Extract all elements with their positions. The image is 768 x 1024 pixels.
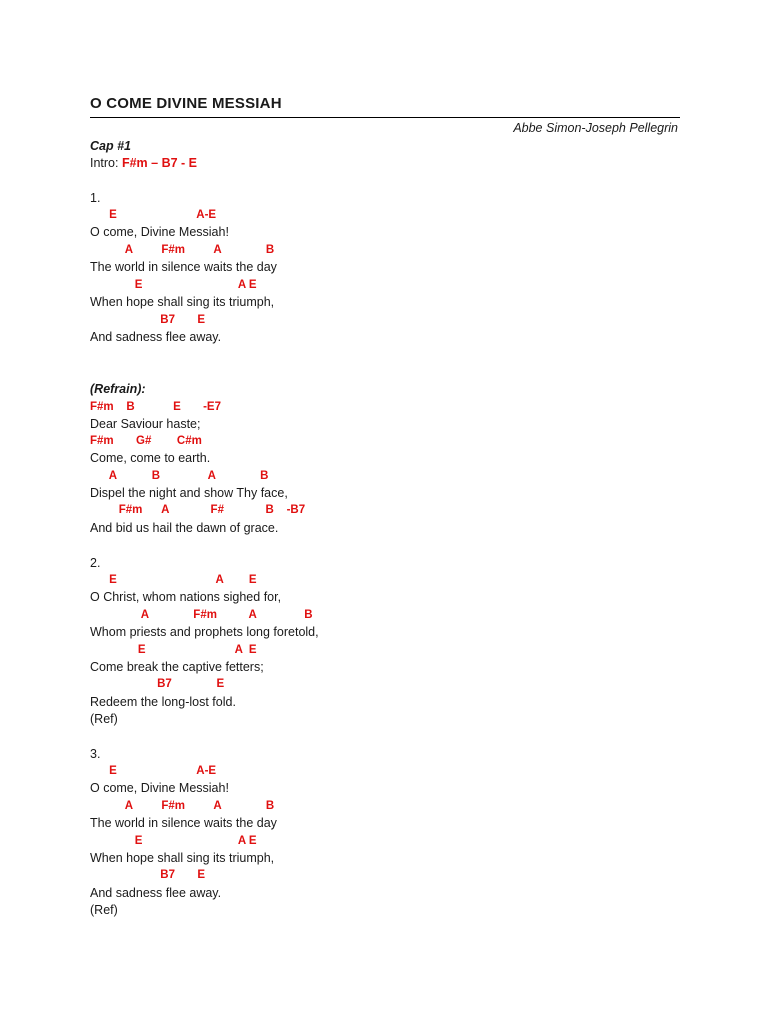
verse-2-chord-line: E A E xyxy=(90,574,257,586)
verse-3-lyric-line: O come, Divine Messiah! xyxy=(90,781,229,795)
verse-3-refrain-ref: (Ref) xyxy=(90,903,118,917)
verse-3-lyric-line: When hope shall sing its triumph, xyxy=(90,851,275,865)
intro-label: Intro: xyxy=(90,156,122,170)
verse-3-lyric-line: The world in silence waits the day xyxy=(90,816,277,830)
refrain-lyric-line: Dear Saviour haste; xyxy=(90,417,201,431)
intro-line xyxy=(90,156,197,171)
capo-label: Cap #1 xyxy=(90,139,131,153)
refrain-chord-line: F#m G# C#m xyxy=(90,435,202,447)
verse-2-refrain-ref: (Ref) xyxy=(90,712,118,726)
verse-1-lyric-line: And sadness flee away. xyxy=(90,330,222,344)
verse-3-chord-line: A F#m A B xyxy=(90,800,275,812)
verse-3-number: 3. xyxy=(90,747,101,761)
author: Abbe Simon-Joseph Pellegrin xyxy=(513,121,678,135)
verse-3-chord-line: B7 E xyxy=(90,869,206,881)
refrain-chord-line: F#m B E -E7 xyxy=(90,401,222,413)
title-divider xyxy=(90,117,680,118)
verse-2-number: 2. xyxy=(90,556,101,570)
refrain-lyric-line: Come, come to earth. xyxy=(90,451,211,465)
verse-2-lyric-line: O Christ, whom nations sighed for, xyxy=(90,590,282,604)
verse-1-lyric-line: When hope shall sing its triumph, xyxy=(90,295,275,309)
refrain-lyric-line: Dispel the night and show Thy face, xyxy=(90,486,288,500)
verse-2-chord-line: A F#m A B xyxy=(90,609,313,621)
intro-chords: F#m – B7 - E xyxy=(121,156,197,170)
refrain-lyric-line: And bid us hail the dawn of grace. xyxy=(90,521,279,535)
verse-2-chord-line: B7 E xyxy=(90,678,225,690)
verse-1-lyric-line: The world in silence waits the day xyxy=(90,260,277,274)
verse-1-chord-line: B7 E xyxy=(90,314,206,326)
verse-2-chord-line: E A E xyxy=(90,644,257,656)
verse-2-lyric-line: Redeem the long-lost fold. xyxy=(90,695,236,709)
refrain-chord-line: A B A B xyxy=(90,470,269,482)
verse-1-chord-line: E A E xyxy=(90,279,257,291)
verse-3-chord-line: E A-E xyxy=(90,765,217,777)
verse-3-lyric-line: And sadness flee away. xyxy=(90,886,222,900)
verse-3-chord-line: E A E xyxy=(90,835,257,847)
refrain-chord-line: F#m A F# B -B7 xyxy=(90,504,306,516)
song-title: O COME DIVINE MESSIAH xyxy=(90,95,282,112)
refrain-label: (Refrain): xyxy=(90,382,146,396)
verse-1-lyric-line: O come, Divine Messiah! xyxy=(90,225,229,239)
verse-2-lyric-line: Come break the captive fetters; xyxy=(90,660,264,674)
verse-1-number: 1. xyxy=(90,191,101,205)
verse-1-chord-line: A F#m A B xyxy=(90,244,275,256)
verse-1-chord-line: E A-E xyxy=(90,209,217,221)
verse-2-lyric-line: Whom priests and prophets long foretold, xyxy=(90,625,319,639)
